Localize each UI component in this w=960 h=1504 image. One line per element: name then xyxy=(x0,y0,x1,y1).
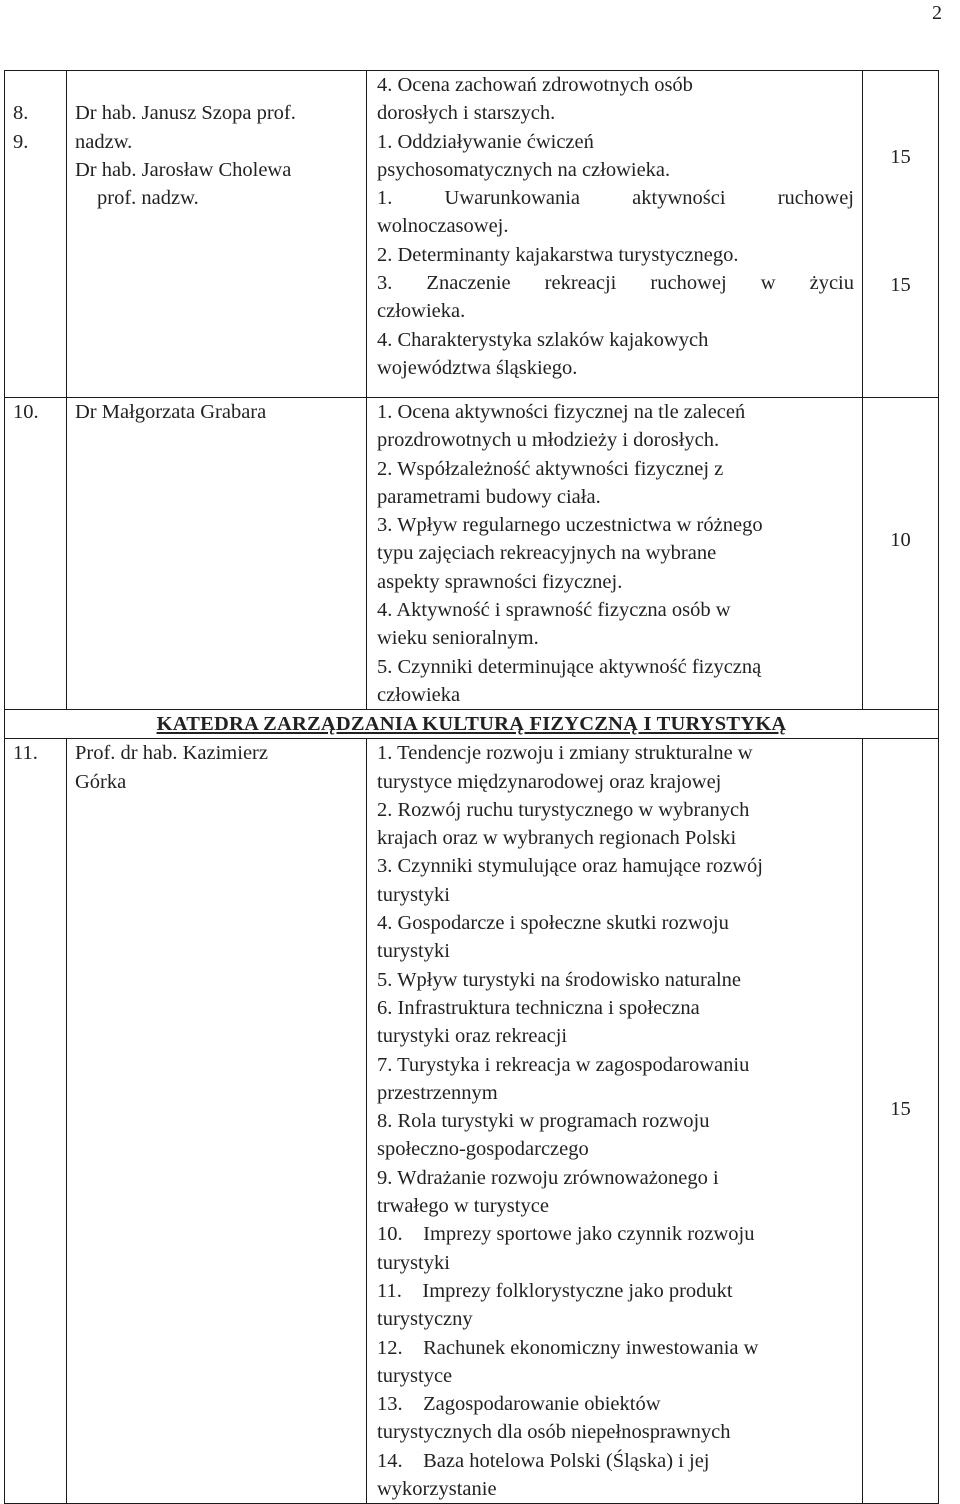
supervisor-name-8: Dr hab. Janusz Szopa prof. nadzw. xyxy=(75,102,296,153)
topic-line: 1. Tendencje rozwoju i zmiany strukturalne w xyxy=(377,742,753,765)
number-cell xyxy=(5,71,67,398)
topic-line: wieku senioralnym. xyxy=(377,627,539,650)
topic-line: turystyki oraz rekreacji xyxy=(377,1025,568,1048)
topic-line: 4. Gospodarcze i społeczne skutki rozwoju xyxy=(377,912,729,935)
hours-cell xyxy=(863,71,939,398)
supervisor-cell xyxy=(67,739,367,1504)
topic-line: 6. Infrastruktura techniczna i społeczna xyxy=(377,996,700,1019)
topic-line: 13. Zagospodarowanie obiektów xyxy=(377,1393,661,1416)
table-row-supervisors-8-9 xyxy=(5,71,939,398)
topic-line: turystyki xyxy=(377,940,450,963)
topic-line: 5. Wpływ turystyki na środowisko naturalne xyxy=(377,968,742,991)
topic-line: turystyce międzynarodowej oraz krajowej xyxy=(377,770,722,793)
topic-line: 1. Uwarunkowania aktywności ruchowej xyxy=(377,187,854,210)
topic-line: turystycznych dla osób niepełnosprawnych xyxy=(377,1421,731,1444)
section-header-row xyxy=(5,710,939,739)
topic-line: 1. Ocena aktywności fizycznej na tle zaleceń xyxy=(377,401,746,423)
topic-line: 10. Imprezy sportowe jako czynnik rozwoju xyxy=(377,1223,755,1246)
topic-line: turystyczny xyxy=(377,1308,473,1331)
topic-line: turystyki xyxy=(377,883,450,906)
topic-line: człowieka. xyxy=(377,300,466,323)
topic-line: 2. Współzależność aktywności fizycznej z xyxy=(377,457,724,480)
topic-line: 12. Rachunek ekonomiczny inwestowania w xyxy=(377,1336,759,1359)
hours-value-10: 10 xyxy=(890,529,911,551)
hours-value-9: 15 xyxy=(890,274,911,296)
hours-value-11: 15 xyxy=(890,1098,911,1121)
section-title: KATEDRA ZARZĄDZANIA KULTURĄ FIZYCZNĄ I TURYSTYKĄ xyxy=(5,710,939,739)
topic-line: 14. Baza hotelowa Polski (Śląska) i jej xyxy=(377,1449,710,1472)
hours-cell xyxy=(863,739,939,1504)
topic-line: 2. Determinanty kajakarstwa turystycznego. xyxy=(377,243,739,266)
row-number-8: 8. xyxy=(13,102,29,125)
supervisor-topics-table xyxy=(4,70,939,1504)
topic-line: aspekty sprawności fizycznej. xyxy=(377,570,623,593)
topic-line: turystyki xyxy=(377,1251,450,1274)
number-cell xyxy=(5,739,67,1504)
topic-line: 2. Rozwój ruchu turystycznego w wybranych xyxy=(377,798,750,821)
supervisor-name-11: Prof. dr hab. Kazimierz Górka xyxy=(75,742,268,793)
topic-line: 3. Znaczenie rekreacji ruchowej w życiu xyxy=(377,272,854,295)
page-number: 2 xyxy=(932,2,942,24)
topic-line: parametrami budowy ciała. xyxy=(377,485,601,508)
topic-line: psychosomatycznych na człowieka. xyxy=(377,158,671,181)
topic-line: krajach oraz w wybranych regionach Polski xyxy=(377,827,737,850)
topic-line: 3. Czynniki stymulujące oraz hamujące rozwój xyxy=(377,855,763,878)
topics-cell xyxy=(367,739,863,1504)
table-row-supervisor-11 xyxy=(5,739,939,1504)
supervisor-cell xyxy=(67,71,367,398)
topic-line: dorosłych i starszych. xyxy=(377,102,556,125)
topic-line: wolnoczasowej. xyxy=(377,215,509,238)
supervisor-name-10: Dr Małgorzata Grabara xyxy=(75,401,267,423)
topic-line: 7. Turystyka i rekreacja w zagospodarowaniu xyxy=(377,1053,750,1076)
supervisor-name-9: Dr hab. Jarosław Cholewa prof. nadzw. xyxy=(75,158,292,210)
topic-line: 4. Ocena zachowań zdrowotnych osób xyxy=(377,74,693,96)
topic-line: województwa śląskiego. xyxy=(377,356,578,379)
row-number-10: 10. xyxy=(13,401,39,423)
number-cell xyxy=(5,398,67,710)
row-number-9: 9. xyxy=(13,130,29,153)
topics-cell xyxy=(367,398,863,710)
topic-line: człowieka xyxy=(377,683,461,706)
hours-cell xyxy=(863,398,939,710)
topic-line: typu zajęciach rekreacyjnych na wybrane xyxy=(377,542,717,565)
table-row-supervisor-10 xyxy=(5,398,939,710)
topic-line: 9. Wdrażanie rozwoju zrównoważonego i xyxy=(377,1166,719,1189)
row-number-11: 11. xyxy=(13,742,38,765)
topic-line: 1. Oddziaływanie ćwiczeń xyxy=(377,130,594,153)
topic-line: społeczno-gospodarczego xyxy=(377,1138,589,1161)
topic-line: 5. Czynniki determinujące aktywność fizyczną xyxy=(377,655,762,678)
topic-line: trwałego w turystyce xyxy=(377,1195,549,1218)
supervisor-cell xyxy=(67,398,367,710)
topic-line: 4. Charakterystyka szlaków kajakowych xyxy=(377,328,709,351)
topic-line: 11. Imprezy folklorystyczne jako produkt xyxy=(377,1279,733,1302)
hours-value-8: 15 xyxy=(890,146,911,168)
topic-line: 3. Wpływ regularnego uczestnictwa w różnego xyxy=(377,514,763,537)
topic-line: 8. Rola turystyki w programach rozwoju xyxy=(377,1110,710,1133)
topic-line: przestrzennym xyxy=(377,1081,498,1104)
topic-line: 4. Aktywność i sprawność fizyczna osób w xyxy=(377,599,731,622)
topic-line: prozdrowotnych u młodzieży i dorosłych. xyxy=(377,429,720,452)
topic-line: turystyce xyxy=(377,1364,453,1387)
topics-cell xyxy=(367,71,863,398)
topic-line: wykorzystanie xyxy=(377,1477,497,1500)
